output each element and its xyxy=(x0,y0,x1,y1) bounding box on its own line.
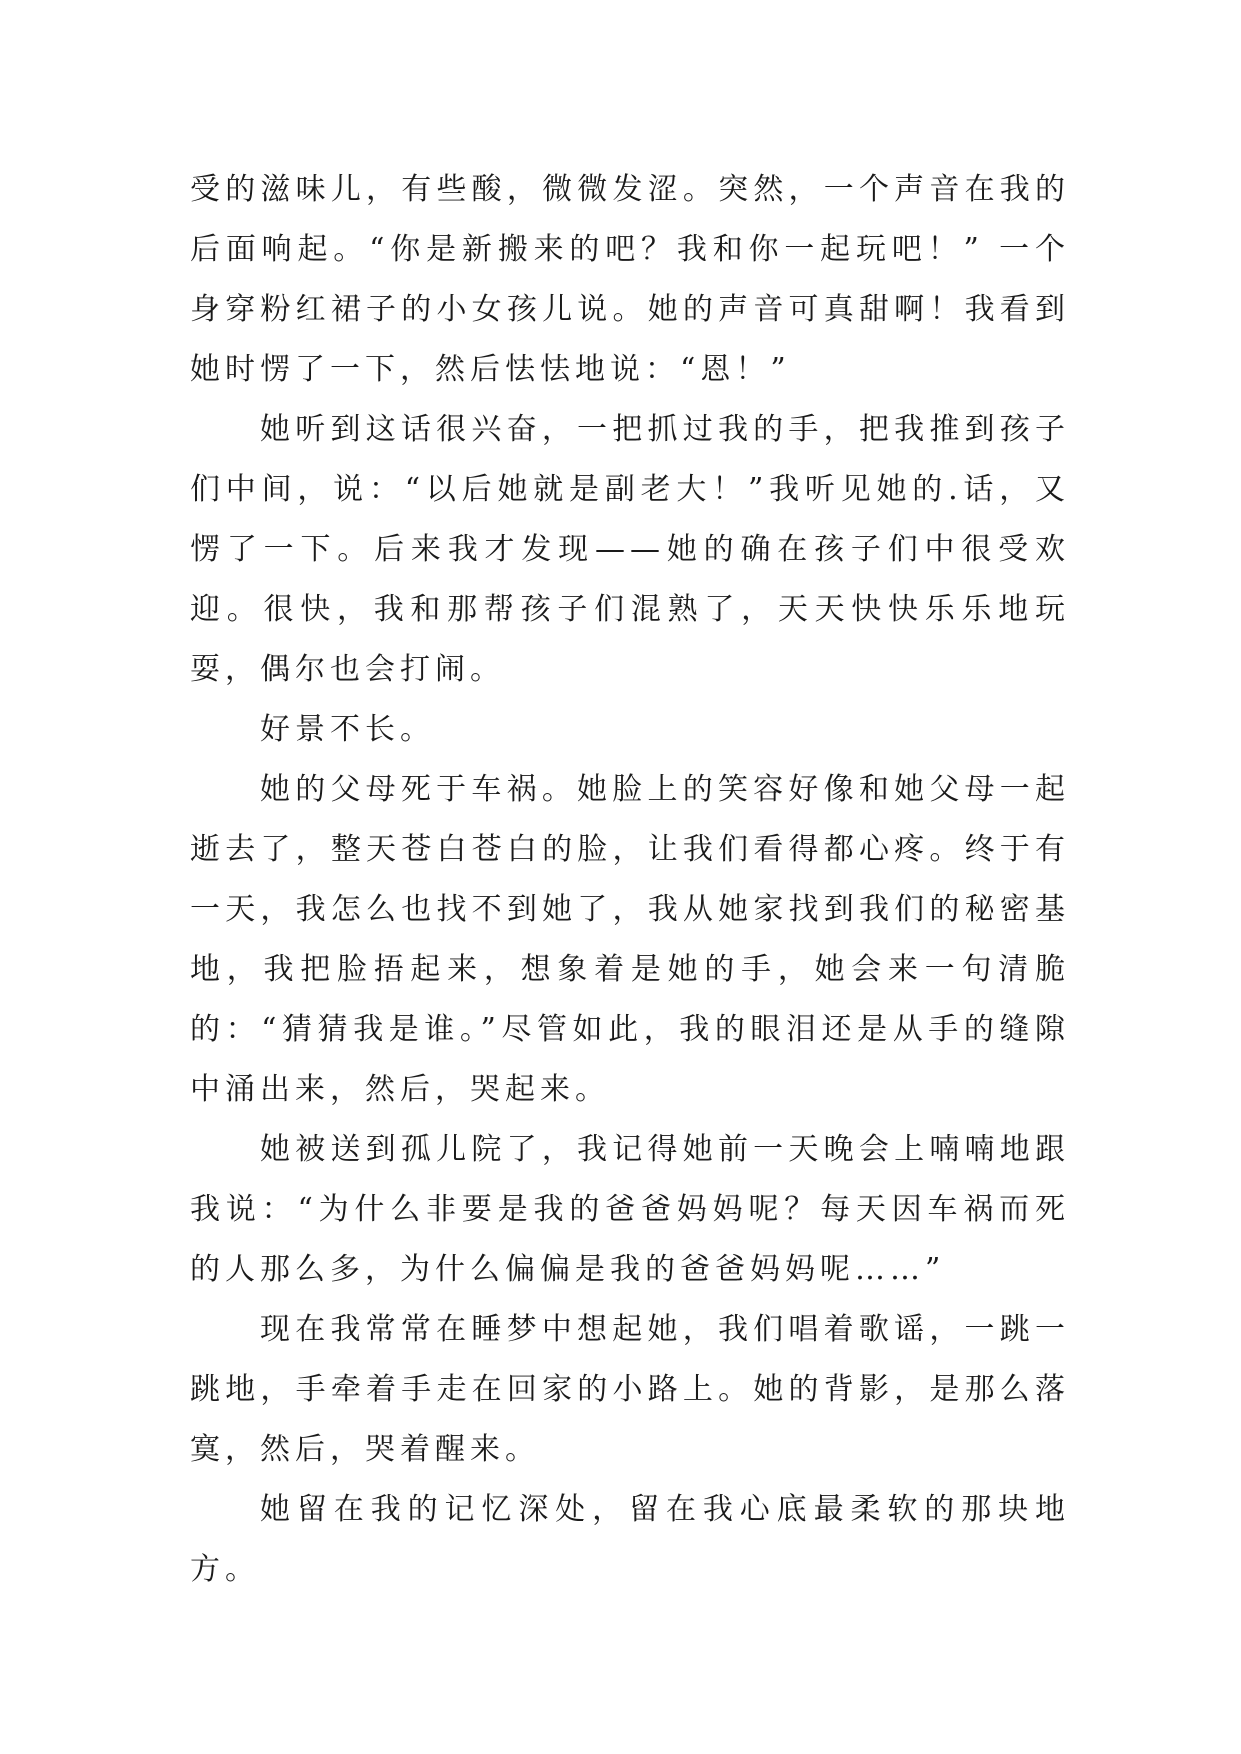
paragraph-final: 她留在我的记忆深处，留在我心底最柔软的那块地方。 xyxy=(190,1492,1070,1587)
paragraph: 她听到这话很兴奋，一把抓过我的手，把我推到孩子们中间，说：“以后她就是副老大！”我听见她的.话，又愣了一下。后来我才发现——她的确在孩子们中很受欢迎。很快，我和那帮孩子们混熟了，天天快快乐乐地玩耍，偶尔也会打闹。 xyxy=(190,412,1070,687)
paragraph: 现在我常常在睡梦中想起她，我们唱着歌谣，一跳一跳地，手牵着手走在回家的小路上。她的背影，是那么落寞，然后，哭着醒来。 xyxy=(190,1312,1070,1467)
paragraph: 她被送到孤儿院了，我记得她前一天晚会上喃喃地跟我说：“为什么非要是我的爸爸妈妈呢？每天因车祸而死的人那么多，为什么偏偏是我的爸爸妈妈呢……” xyxy=(190,1132,1070,1287)
paragraph: 她的父母死于车祸。她脸上的笑容好像和她父母一起逝去了，整天苍白苍白的脸，让我们看得都心疼。终于有一天，我怎么也找不到她了，我从她家找到我们的秘密基地，我把脸捂起来，想象着是她的手，她会来一句清脆的：“猜猜我是谁。”尽管如此，我的眼泪还是从手的缝隙中涌出来，然后，哭起来。 xyxy=(190,772,1070,1107)
document-body xyxy=(190,160,1070,1600)
paragraph: 好景不长。 xyxy=(260,712,435,747)
paragraph-continuation: 受的滋味儿，有些酸，微微发涩。突然，一个声音在我的后面响起。“你是新搬来的吧？我和你一起玩吧！” 一个身穿粉红裙子的小女孩儿说。她的声音可真甜啊！我看到她时愣了一下，然后怯怯地说：“恩！” xyxy=(190,172,1070,387)
